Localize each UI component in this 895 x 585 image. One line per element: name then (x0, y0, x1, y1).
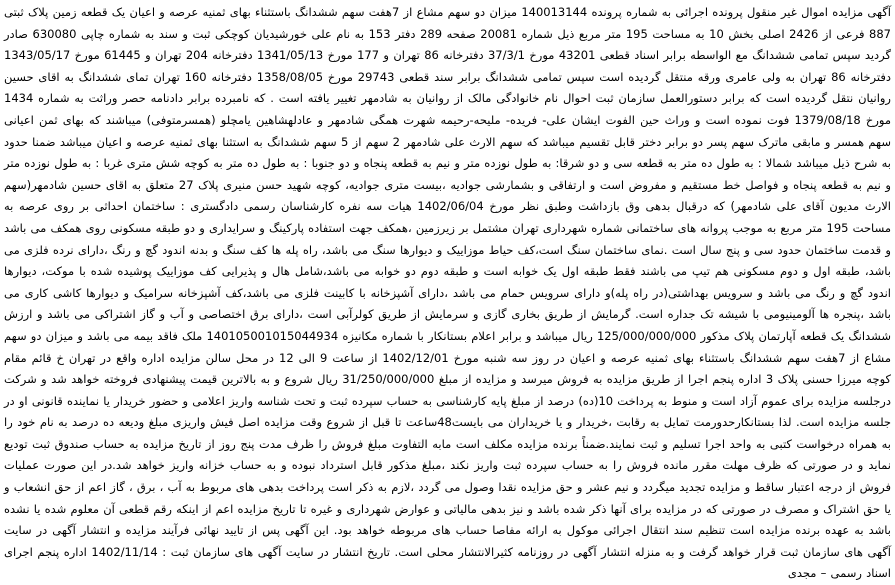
auction-notice-body: آگهی مزایده اموال غیر منقول پرونده اجرائی به شماره پرونده 140013144 میزان دو سهم مشاع از 7هفت سهم ششدانگ باستثناء بهای ثمنیه عرصه و اعیان یک قطعه زمین پلاک ثبتی 887 فرعی از 2426 اصلی بخش 10 به مساحت 195 متر مربع ذیل شماره 20081 صفحه 289 دفتر 153 به نام علی خورشیدیان کوچکی ثبت و سند به شماره چاپی 630080 صادر گردید سپس تمامی ششدانگ مع الواسطه برابر اسناد قطعی 43201 مورخ 37/3/1 دفترخانه 86 تهران و 177 مورخ 1341/05/13 دفترخانه 204 تهران و 61445 مورخ 1343/05/17 دفترخانه 86 تهران به ولی عامری ورقه منتقل گردیده است سپس تمامی ششدانگ برابر سند قطعی 29743 مورخ 1358/08/05 دفترخانه 160 تهران تمای ششدانگ به اقای حسین روانیان نتقل گردیده است که برابر دستورالعمل سازمان ثبت احوال نام خانوادگی مالک از روانیان به شادمهر تغییر یافته است . که نامبرده برابر دادنامه حصر وراثت به شماره 1434 مورخ 1379/08/18 فوت نموده است و وراث حین الفوت ایشان علی- فریده- ملیحه-رحیمه شهرت همگی شادمهر و عادلهشاهین یامچلو (همسرمتوفی) میباشند که بهای ثمن اعیانی سهم همسر و مابقی ماترک سهم پسر دو برابر دختر قابل تقسیم میباشد که سهم الارث علی شادمهر 2 سهم از 5 سهم ششدانگ به استثنا بهای ثمنیه عرصه و اعیان میباشد ضمنا حدود به شرح ذیل میباشد شمالا : به طول ده متر به قطعه سی و دو شرقا: به طول نوزده متر و نیم به قطعه پنجاه و دو جنوبا : به طول ده متر به کوچه شش متری غربا : به طول نوزده متر و نیم به قطعه پنجاه و فواصل خط مستقیم و مفروض است و ارتفاقی و بشمارشی جوادیه ،بیست متری جوادیه، کوچه شهید حسن منیری پلاک 27 متعلق به اقای حسین شادمهر(سهم الارث مدیون آقای علی شادمهر) که درقبال بدهی وق بازداشت وطبق نظر مورخ 1402/06/04 هیات سه نفره کارشناسان رسمی دادگستری : ساختمان احداثی بر روی عرصه به مساحت 195 متر مربع به موجب پروانه های ساختمانی شماره شهرداری تهران مشتمل بر زیرزمین ،همکف جهت استفاده پارکینگ و سرایداری و دو طبقه مسکونی روی همکف می باشد و قدمت ساختمان حدود سی و پنج سال است .نمای ساختمان سنگ است،کف حیاط موزاییک و دیوارها سنگ می باشد، راه پله ها کف سنگ و بدنه اندود گچ و رنگ ،دارای نرده فلزی می باشد، طبقه اول و دوم مسکونی هم تیپ می باشند فقط طبقه اول یک خوابه است و طبقه دوم دو خوابه می باشد،شامل هال و پذیرایی کف موزاییک پوشیده شده با موکت، دیوارها اندود گچ و رنگ می باشد و سرویس بهداشتی(در راه پله)و دارای سرویس حمام می باشد ،دارای آشپزخانه با کابینت فلزی می باشد،کف آشپزخانه سرامیک و دیوارها کاشی کاری می باشد ،پنجره ها آلومینیومی با شیشه تک جداره است. گرمایش از طریق بخاری گازی و سرمایش از طریق کولرآبی است ،دارای برق اختصاصی و آب و گاز اشتراکی می باشد و ارزش ششدانگ یک قطعه آپارتمان پلاک مذکور 125/000/000/000 ریال میباشد و برابر اعلام بستانکار با شماره مکانیزه 140105001015044934 ملک فاقد بیمه می باشد و میزان دو سهم مشاع از 7هفت سهم ششدانگ باستثناء بهای ثمنیه عرصه و اعیان در روز سه شنبه مورخ 1402/12/01 از ساعت 9 الی 12 در محل سالن مزایده اداره واقع در تهران خ قائم مقام کوچه میرزا حسنی پلاک 3 اداره پنجم اجرا از طریق مزایده به فروش میرسد و مزایده از مبلغ 31/250/000/000 ریال شروع و به بالاترین قیمت پیشنهادی فروخته خواهد شد و شرکت درجلسه مزایده برای عموم آزاد است و منوط به پرداخت 10(ده) درصد از مبلغ پایه کارشناسی به حساب سپرده ثبت و تحت شناسه واریز اعلامی و حضور خریدار یا نماینده قانونی او در جلسه مزایده است. لذا بستانکارحدورمت تمایل به رقابت ،خریدار و یا خریداران می بایست48ساعت تا قبل از شروع وقت مزایده اصل فیش واریزی مبلغ ودیعه ده درصد به نام خود را به همراه درخواست کتبی به واحد اجرا تسلیم و ثبت نمایند.ضمناً برنده مزایده مکلف است مابه التفاوت مبلغ فروش را ظرف مدت پنج روز از تاریخ مزایده به حساب صندوق ثبت تودیع نماید و در صورتی که ظرف مهلت مقرر مانده فروش را به حساب سپرده ثبت واریز نکند ،مبلغ مذکور قابل استرداد نبوده و به حساب خزانه واریز خواهد شد.در این صورت عملیات فروش از درجه اعتبار ساقط و مزایده تجدید میگردد و نیم عشر و حق مزایده نقدا وصول می گردد ،لازم به ذکر است پرداخت بدهی های مربوط به آب ، برق ، گاز اعم از حق انشعاب و یا حق اشتراک و مصرف در صورتی که در مزایده برای آنها ذکر شده باشد و نیز بدهی مالیاتی و عوارض شهرداری و غیره تا تاریخ مزایده اعم از اینکه رقم قطعی آن معلوم شده یا نشده باشد به عهده برنده مزایده است تنظیم سند انتقال اجرائی موکول به ارائه مفاصا حساب های مربوطه خواهد بود. این آگهی پس از تایید نهائی فرآیند مزایده و انتشار آگهی در سایت آگهی های سازمان ثبت قرار خواهد گرفت و به منزله انتشار آگهی در روزنامه کثیرالانتشار محلی است. تاریخ انتشار در سایت آگهی های سازمان ثبت : 1402/11/14 اداره پنجم اجرای اسناد رسمی – مجدی (4, 5, 892, 581)
